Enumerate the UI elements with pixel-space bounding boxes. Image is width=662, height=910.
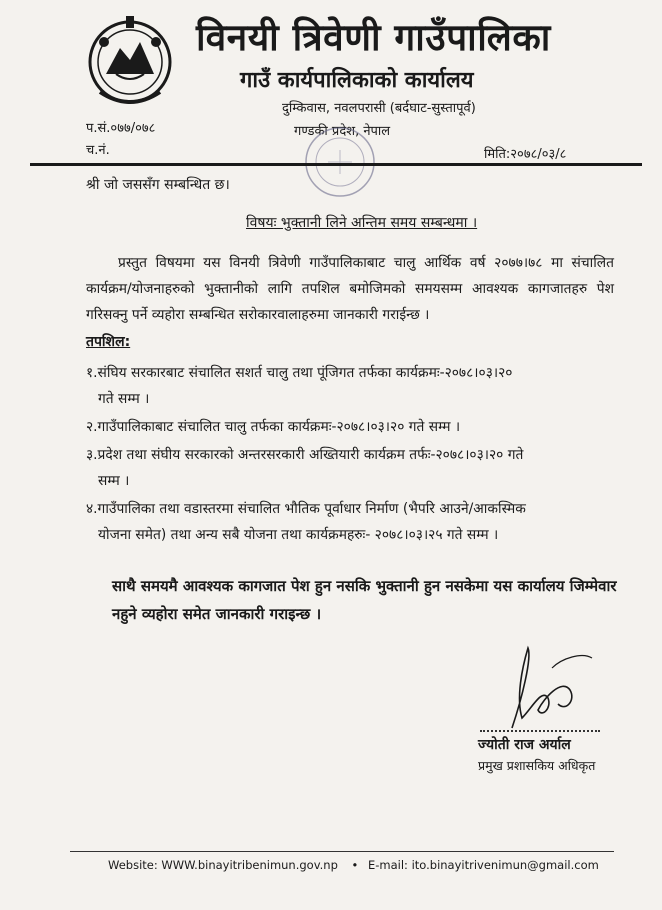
footer-website: Website: WWW.binayitribenimun.gov.np bbox=[108, 858, 338, 872]
list-item-continuation: गते सम्म । bbox=[98, 391, 150, 407]
list-item-line: ३.प्रदेश तथा संघीय सरकारको अन्तरसरकारी अख्तियारी कार्यक्रम तर्फः-२०७८।०३।२० गते bbox=[86, 447, 524, 463]
bullet-icon: • bbox=[351, 858, 359, 872]
list-item-continuation: सम्म । bbox=[98, 473, 130, 489]
list-item bbox=[86, 414, 618, 440]
footer-divider bbox=[70, 851, 614, 852]
municipality-title: विनयी त्रिवेणी गाउँपालिका bbox=[196, 16, 551, 59]
footer bbox=[108, 858, 599, 872]
reference-number: प.सं.०७७/०७८ bbox=[86, 121, 156, 136]
signature-line bbox=[480, 730, 600, 732]
office-subtitle: गाउँ कार्यपालिकाको कार्यालय bbox=[240, 68, 474, 93]
list-item-line: २.गाउँपालिकाबाट संचालित चालु तर्फका कार्यक्रमः-२०७८।०३।२० गते सम्म । bbox=[86, 419, 461, 435]
body-paragraph: प्रस्तुत विषयमा यस विनयी त्रिवेणी गाउँपालिकाबाट चालु आर्थिक वर्ष २०७७।७८ मा संचालित कार्यक्रम/योजनाहरुको भुक्तानीको लागि तपशिल बमोजिमको समयसम्म आवश्यक कागजातहरु पेश गरिसक्नु पर्ने व्यहोरा सम्बन्धित सरोकारवालाहरुमा जानकारी गराईन्छ । bbox=[86, 255, 614, 323]
header-divider bbox=[30, 163, 642, 166]
list-item-line: १.संघिय सरकारबाट संचालित सशर्त चालु तथा पूंजिगत तर्फका कार्यक्रमः-२०७८।०३।२० bbox=[86, 365, 513, 381]
letter-date: मिति:२०७८/०३/८ bbox=[484, 147, 567, 162]
signatory-title: प्रमुख प्रशासकिय अधिकृत bbox=[478, 758, 596, 773]
address-line-1: दुम्किवास, नवलपरासी (बर्दघाट-सुस्तापूर्व) bbox=[282, 101, 476, 116]
subject-line: विषयः भुक्तानी लिने अन्तिम समय सम्बन्धमा । bbox=[246, 215, 478, 231]
nepal-government-emblem bbox=[86, 12, 174, 112]
salutation: श्री जो जससँग सम्बन्धित छ। bbox=[86, 177, 230, 193]
list-item bbox=[86, 496, 618, 548]
signature bbox=[492, 638, 602, 738]
address-line-2: गण्डकी प्रदेश, नेपाल bbox=[294, 124, 391, 139]
dispatch-number: च.नं. bbox=[86, 143, 110, 158]
list-item bbox=[86, 442, 618, 494]
office-stamp bbox=[300, 122, 380, 202]
list-item-continuation: योजना समेत) तथा अन्य सबै योजना तथा कार्यक्रमहरुः- २०७८।०३।२५ गते सम्म । bbox=[98, 527, 499, 543]
list-item bbox=[86, 360, 618, 412]
list-item-line: ४.गाउँपालिका तथा वडास्तरमा संचालित भौतिक पूर्वाधार निर्माण (भैपरि आउने/आकस्मिक bbox=[86, 501, 526, 517]
details-heading: तपशिल: bbox=[86, 334, 131, 350]
footer-email: E-mail: ito.binayitrivenimun@gmail.com bbox=[367, 858, 599, 872]
closing-paragraph: साथै समयमै आवश्यक कागजात पेश हुन नसकि भुक्तानी हुन नसकेमा यस कार्यालय जिम्मेवार नहुने व्यहोरा समेत जानकारी गराइन्छ । bbox=[112, 577, 617, 623]
signatory-name: ज्योती राज अर्याल bbox=[478, 737, 571, 753]
